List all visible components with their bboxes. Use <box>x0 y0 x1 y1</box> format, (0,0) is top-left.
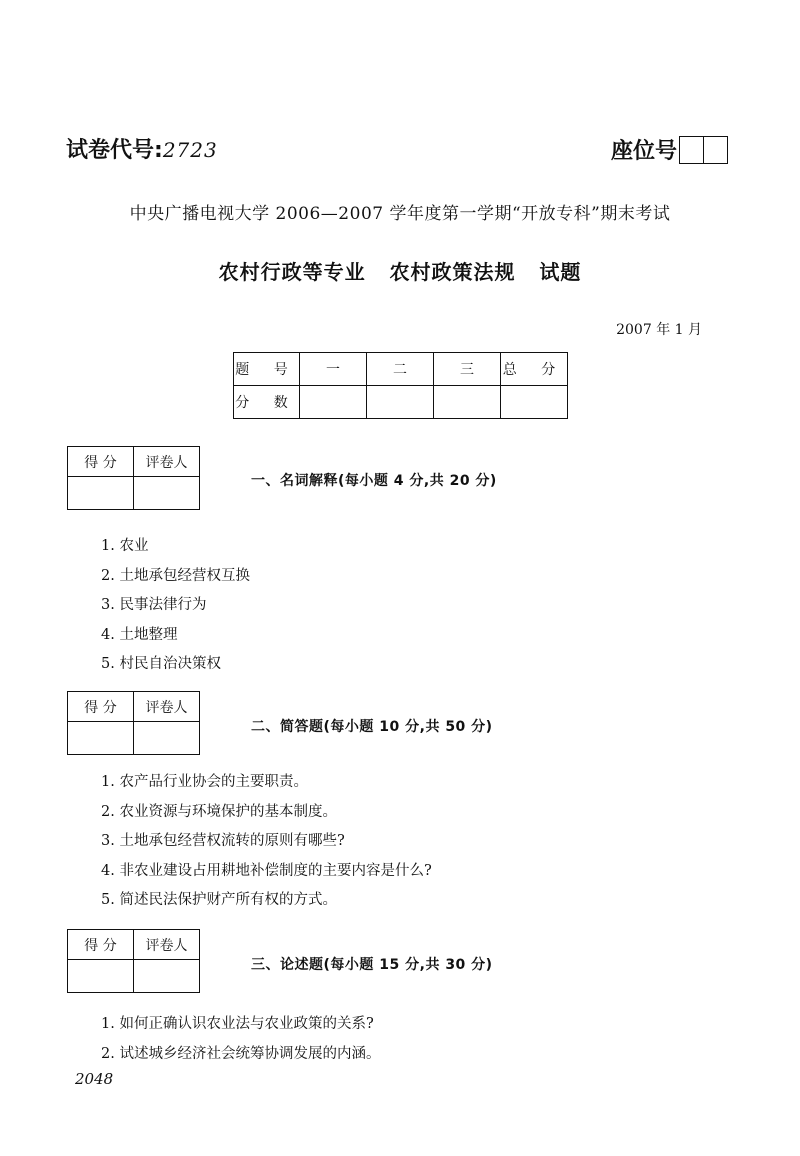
grader-reviewer-label: 评卷人 <box>134 692 200 722</box>
score-header-cell: 题 号 <box>234 353 300 386</box>
section-heading: 一、名词解释(每小题 4 分,共 20 分) <box>251 473 497 489</box>
section-heading: 二、简答题(每小题 10 分,共 50 分) <box>251 719 493 735</box>
question-item: 4. 土地整理 <box>101 626 178 643</box>
grader-cell <box>134 960 200 993</box>
question-item: 5. 村民自治决策权 <box>101 656 221 673</box>
paper-code-number: 2723 <box>162 138 218 162</box>
paper-code <box>66 133 218 164</box>
question-item: 4. 非农业建设占用耕地补偿制度的主要内容是什么? <box>101 862 432 879</box>
score-header-cell: 一 <box>300 353 367 386</box>
grader-box <box>67 929 200 993</box>
grader-box <box>67 446 200 510</box>
score-header-cell: 三 <box>434 353 501 386</box>
grader-score-label: 得 分 <box>68 447 134 477</box>
score-header-row <box>234 353 568 386</box>
question-item: 3. 土地承包经营权流转的原则有哪些? <box>101 833 345 850</box>
score-header-cell: 二 <box>367 353 434 386</box>
grader-reviewer-label: 评卷人 <box>134 930 200 960</box>
question-item: 2. 土地承包经营权互换 <box>101 567 250 584</box>
seat-number <box>611 134 728 165</box>
score-row-label: 分 数 <box>234 386 300 419</box>
grader-score-label: 得 分 <box>68 930 134 960</box>
section-heading: 三、论述题(每小题 15 分,共 30 分) <box>251 957 493 973</box>
grader-cell <box>134 477 200 510</box>
grader-reviewer-label: 评卷人 <box>134 447 200 477</box>
question-item: 1. 农产品行业协会的主要职责。 <box>101 774 308 790</box>
score-value-row <box>234 386 568 419</box>
score-header-cell: 总 分 <box>501 353 568 386</box>
score-cell <box>501 386 568 419</box>
seat-box <box>679 136 704 164</box>
exam-line: 中央广播电视大学 2006—2007 学年度第一学期“开放专科”期末考试 <box>129 204 671 224</box>
grader-cell <box>68 477 134 510</box>
score-cell <box>367 386 434 419</box>
grader-score-label: 得 分 <box>68 692 134 722</box>
seat-label: 座位号 <box>611 139 678 164</box>
exam-date: 2007 年 1 月 <box>616 322 702 338</box>
question-list <box>101 1014 380 1073</box>
question-item: 2. 试述城乡经济社会统筹协调发展的内涵。 <box>101 1045 381 1062</box>
question-item: 1. 如何正确认识农业法与农业政策的关系? <box>101 1016 374 1032</box>
grader-cell <box>134 722 200 755</box>
question-item: 3. 民事法律行为 <box>101 597 207 614</box>
question-list <box>101 536 250 684</box>
score-cell <box>300 386 367 419</box>
exam-title: 农村行政等专业 农村政策法规 试题 <box>218 260 582 284</box>
seat-number-boxes <box>679 136 728 164</box>
question-item: 1. 农业 <box>101 538 149 554</box>
page-number: 2048 <box>75 1070 114 1088</box>
paper-code-label: 试卷代号: <box>66 138 163 163</box>
score-cell <box>434 386 501 419</box>
grader-cell <box>68 960 134 993</box>
question-item: 5. 简述民法保护财产所有权的方式。 <box>101 892 337 909</box>
question-item: 2. 农业资源与环境保护的基本制度。 <box>101 803 337 820</box>
grader-box <box>67 691 200 755</box>
seat-box <box>704 136 728 164</box>
score-summary-table <box>233 352 568 419</box>
grader-cell <box>68 722 134 755</box>
question-list <box>101 772 432 920</box>
